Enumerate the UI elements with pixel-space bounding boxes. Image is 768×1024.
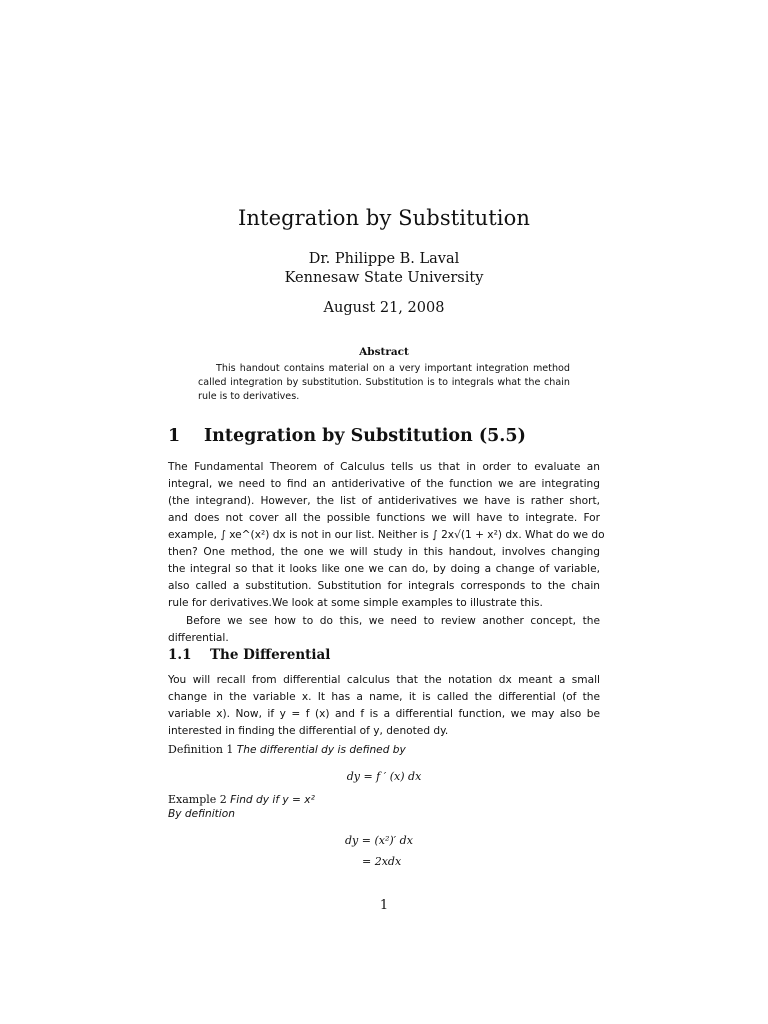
page-number: 1 <box>379 898 389 913</box>
section-paragraph <box>168 459 605 612</box>
example-equation-line-2: = 2xdx <box>362 855 402 868</box>
paragraph-line: then? One method, the one we will study in this handout, involves changing <box>168 546 600 558</box>
paper-date: August 21, 2008 <box>323 300 445 316</box>
subsection-paragraph <box>168 672 600 740</box>
paragraph-line: variable x). Now, if y = f (x) and f is a differential function, we may also be <box>168 708 600 720</box>
paragraph-line: rule for derivatives.We look at some simple examples to illustrate this. <box>168 597 543 609</box>
abstract-text: This handout contains material on a very important integration method called integration by substitution. Substitution is to integrals what the chain rule is to derivatives. <box>198 363 570 402</box>
abstract-heading: Abstract <box>359 346 409 358</box>
paragraph-line: You will recall from differential calculus that the notation dx meant a small <box>168 674 600 686</box>
paragraph-line: and does not cover all the possible functions we will have to integrate. For <box>168 512 600 524</box>
paragraph-line: change in the variable x. It has a name, it is called the differential (of the <box>168 691 600 703</box>
paragraph-line: The Fundamental Theorem of Calculus tells us that in order to evaluate an <box>168 461 600 473</box>
example-by-definition: By definition <box>168 808 235 820</box>
paragraph-line: interested in finding the differential of y, denoted dy. <box>168 725 449 737</box>
example-equation-line-1: dy = (x²)′ dx <box>345 834 413 847</box>
definition-1 <box>168 743 406 756</box>
section-title: Integration by Substitution (5.5) <box>204 426 526 446</box>
definition-text: The differential dy is defined by <box>236 744 406 756</box>
paragraph-line: integral, we need to find an antiderivative of the function we are integrating <box>168 478 600 490</box>
section-heading <box>168 426 526 446</box>
author-name: Dr. Philippe B. Laval <box>308 251 460 267</box>
example-label: Example 2 <box>168 793 227 806</box>
paragraph-line: (the integrand). However, the list of antiderivatives we have is rather short, <box>168 495 600 507</box>
paragraph-line: also called a substitution. Substitution for integrals corresponds to the chain <box>168 580 600 592</box>
paper-title: Integration by Substitution <box>238 206 530 230</box>
subsection-number: 1.1 <box>168 647 192 663</box>
example-2 <box>168 793 315 806</box>
definition-label: Definition 1 <box>168 743 234 756</box>
definition-equation: dy = f ′ (x) dx <box>346 770 422 783</box>
section-number: 1 <box>168 426 181 446</box>
author-affiliation: Kennesaw State University <box>284 270 484 286</box>
subsection-title: The Differential <box>210 647 331 663</box>
paragraph-line: example, ∫ xe^(x²) dx is not in our list. Neither is ∫ 2x√(1 + x²) dx. What do we do <box>168 529 605 541</box>
paragraph-line: the integral so that it looks like one we can do, by doing a change of variable, <box>168 563 600 575</box>
subsection-heading <box>168 647 330 663</box>
example-text: Find dy if y = x² <box>230 794 315 806</box>
section-paragraph-2: Before we see how to do this, we need to review another concept, the differential. <box>168 615 600 644</box>
